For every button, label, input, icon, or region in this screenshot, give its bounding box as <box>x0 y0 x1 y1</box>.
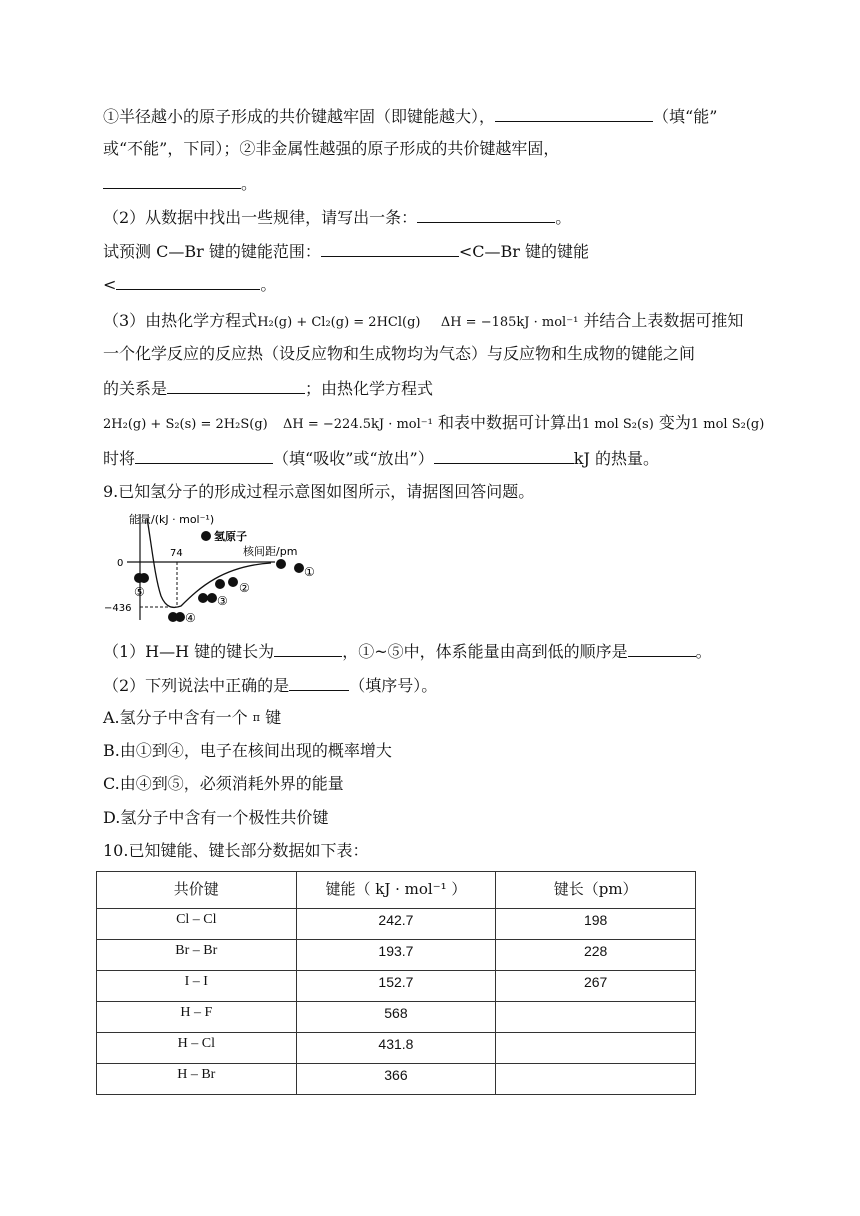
cell-energy: 366 <box>296 1064 496 1095</box>
answer-blank[interactable] <box>628 640 696 657</box>
q9-option-b <box>103 740 392 762</box>
q8-part2-predict2 <box>103 273 276 296</box>
equation: 2H₂(g) + S₂(s) = 2H₂S(g) <box>103 417 268 432</box>
cell-bond: Cl – Cl <box>97 909 297 940</box>
q8-text: < <box>103 275 117 294</box>
answer-blank[interactable] <box>167 377 305 394</box>
q8-text: 一个化学反应的反应热（设反应物和生成物均为气态）与反应物和生成物的键能之间 <box>103 344 696 363</box>
cell-length <box>496 1064 696 1095</box>
pi-symbol: π <box>252 711 260 724</box>
atom-pair-3a <box>198 593 208 603</box>
answer-blank[interactable] <box>417 206 555 223</box>
cell-length: 198 <box>496 909 696 940</box>
q8-text: （2）从数据中找出一些规律，请写出一条： <box>103 208 418 227</box>
q8-part2 <box>103 206 571 229</box>
enthalpy: ΔH = −224.5kJ · mol⁻¹ <box>283 417 433 432</box>
table-row <box>97 1064 696 1095</box>
q8-part3-l3 <box>103 377 433 400</box>
q9-text: 。 <box>695 642 712 661</box>
equation: H₂(g) + Cl₂(g) = 2HCl(g) <box>257 315 421 330</box>
cell-energy: 193.7 <box>296 940 496 971</box>
cell-bond: H – F <box>97 1002 297 1033</box>
q9-text: （1）H—H 键的键长为 <box>103 642 275 661</box>
answer-blank[interactable] <box>289 674 349 691</box>
q8-part3-l5 <box>103 447 659 470</box>
q8-part3-l4 <box>103 412 764 436</box>
q8-text: kJ 的热量。 <box>573 449 659 468</box>
atom-pair-3b <box>207 593 217 603</box>
label-2: ② <box>239 581 250 595</box>
cell-energy: 242.7 <box>296 909 496 940</box>
cell-length: 267 <box>496 971 696 1002</box>
y-axis-label: 能量/(kJ · mol⁻¹) <box>129 513 215 526</box>
tick-74: 74 <box>170 548 183 559</box>
q8-line2 <box>103 138 559 160</box>
bond-data-table <box>96 871 696 1095</box>
cell-energy: 431.8 <box>296 1033 496 1064</box>
q9-sub2 <box>103 674 437 697</box>
atom-pair-2b <box>228 577 238 587</box>
table-row <box>97 1002 696 1033</box>
cell-length: 228 <box>496 940 696 971</box>
answer-blank[interactable] <box>103 172 241 189</box>
q8-text: 的关系是 <box>103 379 168 398</box>
q8-text: 或“不能”，下同）；②非金属性越强的原子形成的共价键越牢固， <box>103 139 560 158</box>
header-length: 键长（pm） <box>496 872 696 909</box>
q8-part2-predict <box>103 240 589 263</box>
q8-text: ；由热化学方程式 <box>305 379 434 398</box>
q9-option-d <box>103 807 328 829</box>
tick-minus-436: −436 <box>104 603 132 614</box>
option-text: C.由④到⑤，必须消耗外界的能量 <box>103 774 344 793</box>
answer-blank[interactable] <box>135 447 273 464</box>
hydrogen-energy-diagram <box>103 508 333 628</box>
option-text: D.氢分子中含有一个极性共价键 <box>103 808 329 827</box>
table-row <box>97 909 696 940</box>
quantity: 1 mol S₂(s) <box>581 417 654 432</box>
atom-pair-1b <box>294 563 304 573</box>
q9-title <box>103 481 534 503</box>
table-row <box>97 940 696 971</box>
label-1: ① <box>304 565 315 579</box>
answer-blank[interactable] <box>495 105 653 122</box>
q9-text: ，①~⑤中，体系能量由高到低的顺序是 <box>342 642 628 661</box>
label-4: ④ <box>185 611 196 625</box>
header-energy: 键能（ kJ · mol⁻¹ ） <box>296 872 496 909</box>
q8-line3 <box>103 172 257 195</box>
q8-text: （填“能” <box>653 107 718 126</box>
table-row <box>97 1033 696 1064</box>
answer-blank[interactable] <box>321 240 459 257</box>
x-axis-label: 核间距/pm <box>243 545 298 558</box>
q8-text: 。 <box>260 275 277 294</box>
legend-atom-dot <box>201 531 211 541</box>
cell-bond: H – Cl <box>97 1033 297 1064</box>
cell-bond: H – Br <box>97 1064 297 1095</box>
atom-pair-1a <box>276 559 286 569</box>
atom-pair-2a <box>215 579 225 589</box>
atom-pair-5b <box>139 573 149 583</box>
q8-text: （3）由热化学方程式 <box>103 311 258 330</box>
q9-option-a <box>103 707 281 729</box>
table-row <box>97 971 696 1002</box>
q9-text: （填序号）。 <box>349 676 438 695</box>
cell-length <box>496 1002 696 1033</box>
q10-title <box>103 840 368 862</box>
q8-text: 。 <box>555 208 572 227</box>
header-bond: 共价键 <box>97 872 297 909</box>
q8-line1 <box>103 105 717 128</box>
q8-part3-l2 <box>103 343 695 365</box>
q8-part3 <box>103 310 743 334</box>
answer-blank[interactable] <box>274 640 342 657</box>
cell-length <box>496 1033 696 1064</box>
tick-0: 0 <box>117 558 124 569</box>
label-3: ③ <box>217 594 228 608</box>
cell-energy: 568 <box>296 1002 496 1033</box>
q8-text: 和表中数据可计算出 <box>437 413 582 432</box>
cell-energy: 152.7 <box>296 971 496 1002</box>
question-title: 9.已知氢分子的形成过程示意图如图所示，请据图回答问题。 <box>103 482 535 501</box>
atom-pair-4b <box>175 612 185 622</box>
q8-text: 变为 <box>658 413 691 432</box>
option-text: 键 <box>265 708 282 727</box>
cell-bond: I – I <box>97 971 297 1002</box>
answer-blank[interactable] <box>434 447 574 464</box>
q8-text: 。 <box>241 174 258 193</box>
q9-option-c <box>103 773 344 795</box>
question-title: 10.已知键能、键长部分数据如下表： <box>103 841 369 860</box>
cell-bond: Br – Br <box>97 940 297 971</box>
table-header-row <box>97 872 696 909</box>
quantity: 1 mol S₂(g) <box>690 417 765 432</box>
q9-sub1 <box>103 640 712 663</box>
q8-text: ①半径越小的原子形成的共价键越牢固（即键能越大）， <box>103 107 496 126</box>
answer-blank[interactable] <box>116 273 260 290</box>
q8-text: 试预测 C—Br 键的键能范围： <box>103 242 321 261</box>
q9-text: （2）下列说法中正确的是 <box>103 676 290 695</box>
option-text: A.氢分子中含有一个 <box>103 708 248 727</box>
q8-text: （填“吸收”或“放出”） <box>273 449 434 468</box>
q8-text: 并结合上表数据可推知 <box>583 311 744 330</box>
q8-text: 时将 <box>103 449 136 468</box>
enthalpy: ΔH = −185kJ · mol⁻¹ <box>440 315 579 330</box>
legend-label: 氢原子 <box>214 530 247 543</box>
q8-text: <C—Br 键的键能 <box>458 242 589 261</box>
option-text: B.由①到④，电子在核间出现的概率增大 <box>103 741 392 760</box>
label-5: ⑤ <box>134 585 145 599</box>
